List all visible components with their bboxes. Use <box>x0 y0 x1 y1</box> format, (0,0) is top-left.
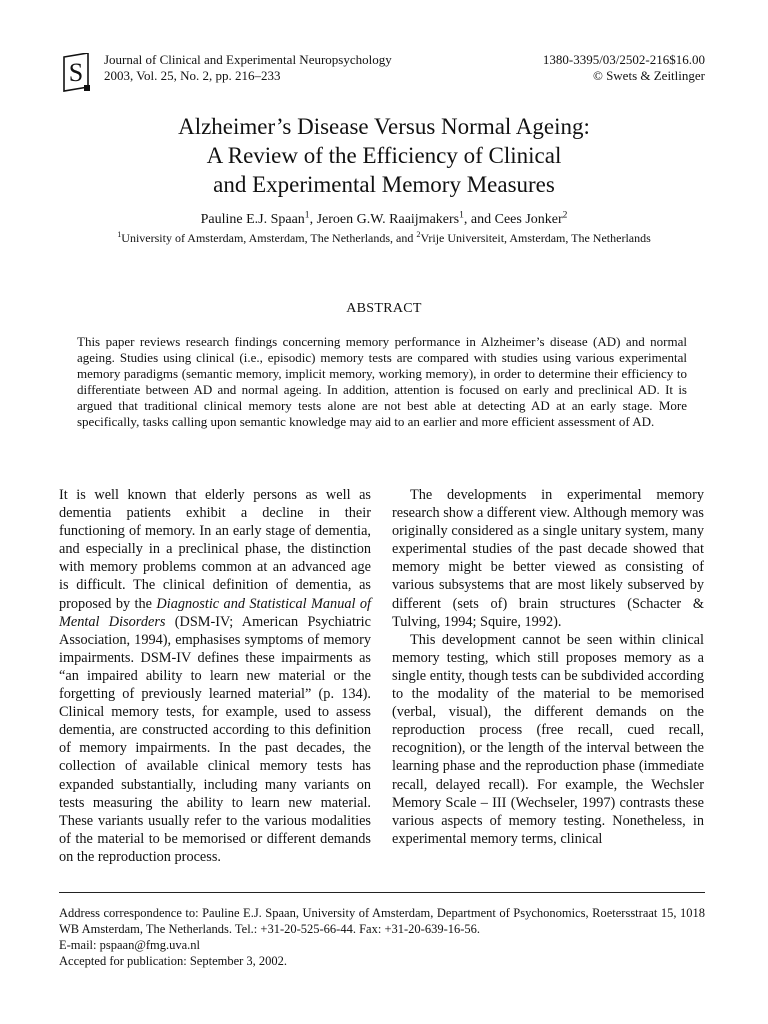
body-column-left <box>59 486 371 866</box>
author-name: Cees Jonker <box>494 212 563 227</box>
publisher-logo-icon <box>60 53 92 93</box>
affiliation-text: University of Amsterdam, Amsterdam, The Netherlands, and <box>121 231 417 245</box>
affiliation-mark: 1 <box>117 230 122 239</box>
issn-code: 1380-3395/03/2502-216$16.00 <box>542 52 705 67</box>
author-affiliation-mark: 1 <box>304 210 310 221</box>
abstract-text: This paper reviews research findings concerning memory performance in Alzheimer’s disease (AD) and normal ageing. Studies using clinical (i.e., episodic) memory tests are compared with studies using various experimental memory paradigms (semantic memory, implicit memory, working memory), in order to determine their efficiency to differentiate between AD and normal ageing. In addition, attention is focused on early and preclinical AD. It is argued that traditional clinical memory tests alone are not best able at detecting AD at an early stage. More specifically, tasks calling upon semantic knowledge may aid to an earlier and more efficient assessment of AD. <box>77 334 687 429</box>
body-paragraph <box>59 486 371 866</box>
author-affiliation-mark: 2 <box>562 210 568 221</box>
footnote <box>59 905 705 969</box>
journal-volume: 2003, Vol. 25, No. 2, pp. 216–233 <box>104 68 281 83</box>
author-separator: , <box>309 212 317 227</box>
body-column-right <box>392 486 704 848</box>
author-affiliation-mark: 1 <box>459 210 464 221</box>
body-italic-title: Diagnostic and Statistical Manual of Mental Disorders <box>59 595 371 630</box>
affiliations <box>0 230 768 246</box>
logo-letter: S <box>68 58 84 87</box>
body-text: It is well known that elderly persons as well as dementia patients exhibit a decline in their functioning of memory. In an early stage of dementia, and especially in a preclinical phase, the distinction with memory problems common at an advanced age is difficult. The clinical definition of dementia, as proposed by the <box>59 487 371 612</box>
author-separator: , and <box>463 212 495 227</box>
journal-citation <box>104 52 392 84</box>
correspondence-email: E-mail: pspaan@fmg.uva.nl <box>59 938 200 952</box>
footnote-divider <box>59 892 705 893</box>
article-title <box>0 112 768 199</box>
correspondence-address: Address correspondence to: Pauline E.J. Spaan, University of Amsterdam, Department of Psychonomics, Roetersstraat 15, 1018 WB Amsterdam, The Netherlands. Tel.: +31-20-525-66-44. Fax: +31-20-639-16-56. <box>59 906 705 936</box>
author-name: Jeroen G.W. Raaijmakers <box>316 212 460 227</box>
body-text: (DSM-IV; American Psychiatric Association, 1994), emphasises symptoms of memory impairments. DSM-IV defines these impairments as “an impaired ability to learn new material or the forgetting of previously learned material” (p. 134). Clinical memory tests, for example, used to assess dementia, are constructed according to this definition of memory impairments. In the past decades, the collection of available clinical memory tests has expanded substantially, including many variants on tests measuring the ability to learn new material. These variants usually refer to the various modalities of the material to be memorised or different demands on the reproduction process. <box>59 613 371 865</box>
body-paragraph: The developments in experimental memory research show a different view. Although memory was originally considered as a single unitary system, many experimental studies of the past decade showed that memory might be better viewed as consisting of various subsystems that are most likely subserved by different (sets of) brain structures (Schacter & Tulving, 1994; Squire, 1992). <box>392 487 704 630</box>
body-paragraph: This development cannot be seen within clinical memory testing, which still proposes memory as a single entity, though tests can be subdivided according to the modality of the material to be memorised (verbal, visual), the different demands on the reproduction process (free recall, cued recall, recognition), or the length of the interval between the learning phase and the reproduction phase (immediate recall, delayed recall). For example, the Wechsler Memory Scale – III (Wechseler, 1997) contrasts these various aspects of memory testing. Nonetheless, in experimental memory terms, clinical <box>392 631 704 847</box>
issn-block <box>543 52 705 84</box>
title-line-3: and Experimental Memory Measures <box>213 172 555 197</box>
journal-name: Journal of Clinical and Experimental Neuropsychology <box>104 52 392 67</box>
affiliation-mark: 2 <box>416 230 421 239</box>
copyright-notice: © Swets & Zeitlinger <box>592 68 705 83</box>
title-line-1: Alzheimer’s Disease Versus Normal Ageing: <box>178 114 590 139</box>
affiliation-text: Vrije Universiteit, Amsterdam, The Netherlands <box>420 231 651 245</box>
author-list <box>0 211 768 229</box>
title-line-2: A Review of the Efficiency of Clinical <box>206 143 562 168</box>
abstract-heading: ABSTRACT <box>346 301 422 316</box>
author-name: Pauline E.J. Spaan <box>200 212 305 227</box>
acceptance-date: Accepted for publication: September 3, 2002. <box>59 954 288 968</box>
